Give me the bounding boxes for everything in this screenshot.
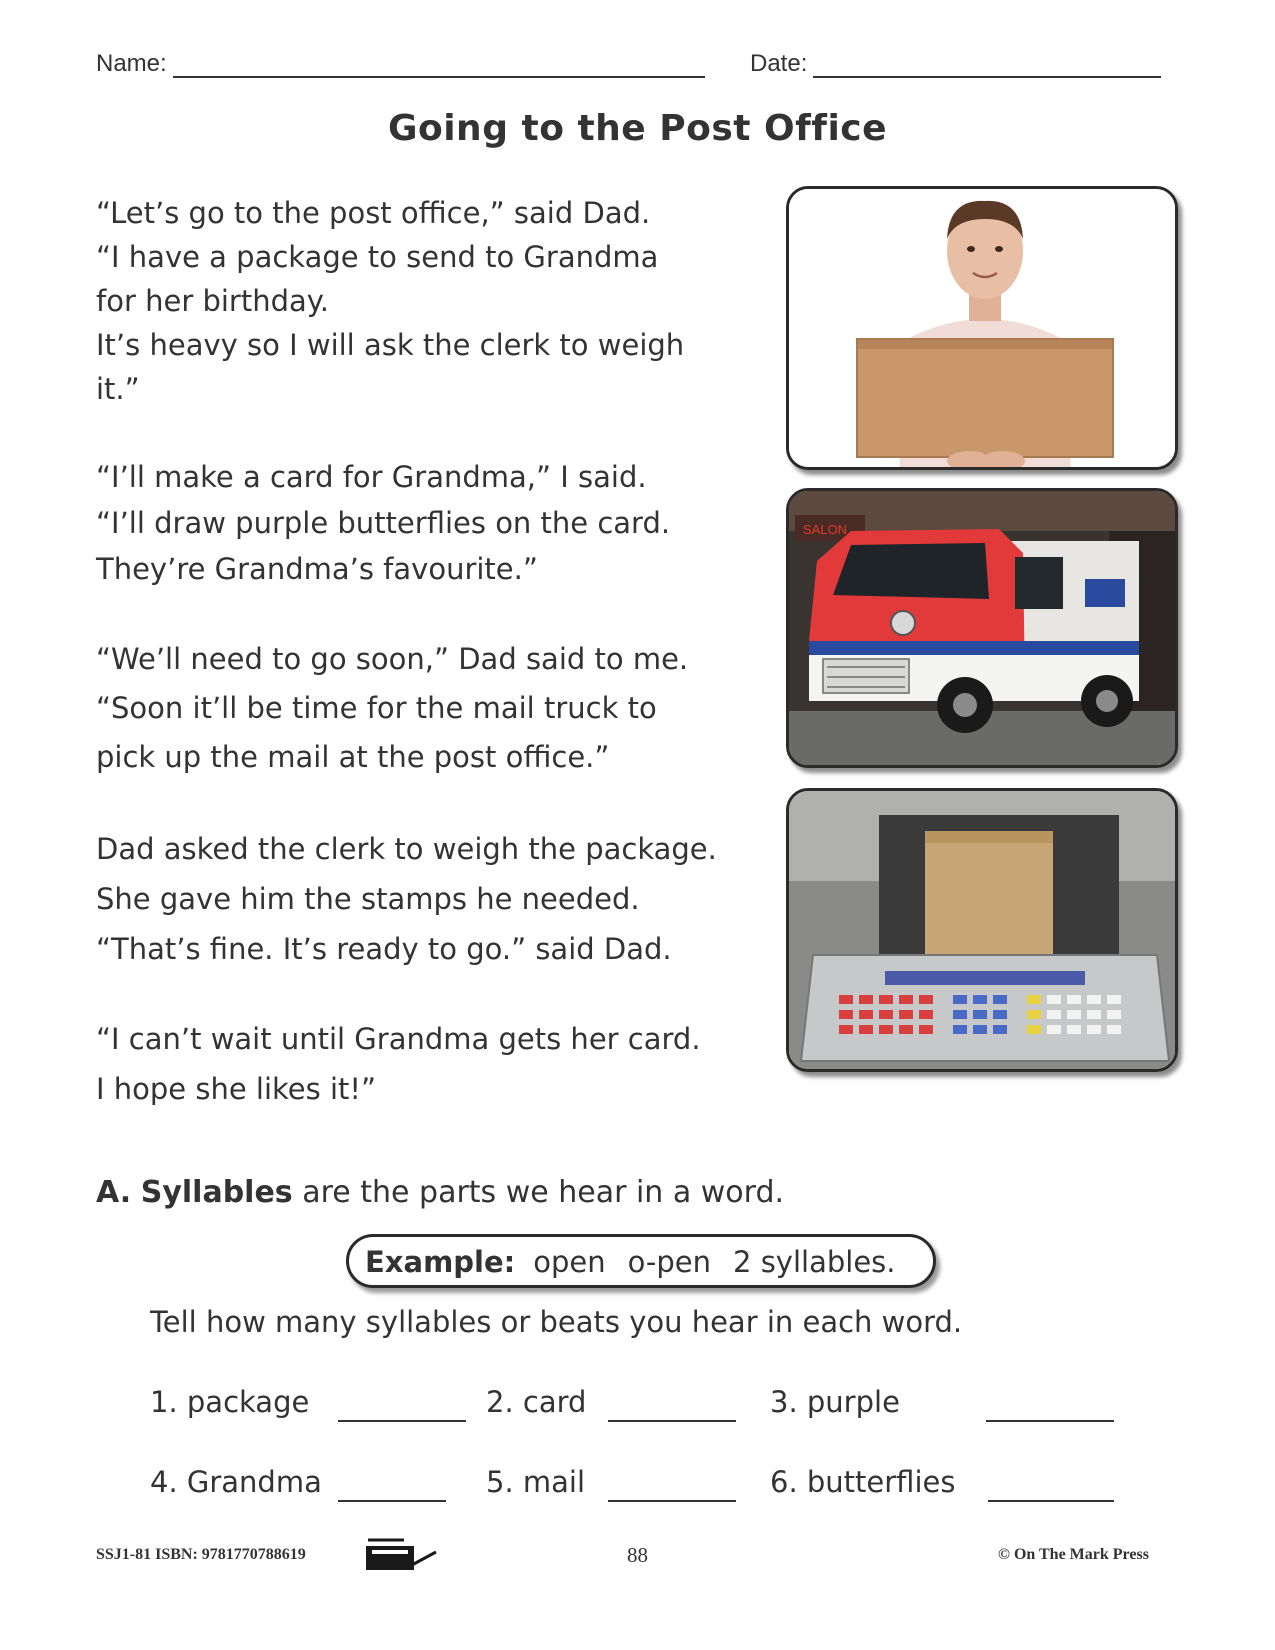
man-with-package-image — [789, 189, 1178, 470]
date-label: Date: — [750, 50, 808, 77]
question-item: 5. mail — [486, 1465, 586, 1499]
photo-package-on-scale — [786, 788, 1178, 1072]
story-line: “Let’s go to the post office,” said Dad. — [96, 196, 651, 230]
question-item: 1. package — [150, 1385, 310, 1419]
name-label: Name: — [96, 50, 167, 77]
footer-code: SSJ1-81 ISBN: 9781770788619 — [96, 1546, 306, 1563]
story-line: “I’ll make a card for Grandma,” I said. — [96, 460, 647, 494]
footer-copyright: © On The Mark Press — [998, 1546, 1149, 1563]
story-line: They’re Grandma’s favourite.” — [96, 552, 538, 586]
section-letter: A. — [96, 1175, 132, 1210]
story-line: “That’s fine. It’s ready to go.” said Dad. — [96, 932, 672, 966]
story-line: She gave him the stamps he needed. — [96, 882, 640, 916]
example-split: o-pen — [627, 1245, 712, 1279]
answer-blank[interactable] — [338, 1420, 466, 1422]
story-line: Dad asked the clerk to weigh the package. — [96, 832, 717, 866]
name-field — [96, 50, 705, 78]
story-line: It’s heavy so I will ask the clerk to weigh — [96, 328, 685, 362]
question-item: 3. purple — [770, 1385, 900, 1419]
section-term: Syllables — [140, 1175, 293, 1210]
name-blank[interactable] — [173, 52, 705, 78]
answer-blank[interactable] — [338, 1500, 446, 1502]
question-item: 2. card — [486, 1385, 587, 1419]
date-field — [750, 50, 1161, 78]
mail-truck-image — [789, 491, 1178, 768]
story-line: pick up the mail at the post office.” — [96, 740, 610, 774]
photo-man-with-package — [786, 186, 1178, 470]
story-line: for her birthday. — [96, 284, 330, 318]
story-line: “I have a package to send to Grandma — [96, 240, 659, 274]
story-line: “I can’t wait until Grandma gets her card. — [96, 1022, 701, 1056]
section-a-heading — [96, 1175, 784, 1210]
story-line: I hope she likes it!” — [96, 1072, 377, 1106]
date-blank[interactable] — [813, 52, 1161, 78]
package-scale-image — [789, 791, 1178, 1072]
page-title: Going to the Post Office — [387, 108, 888, 149]
photo-mail-truck — [786, 488, 1178, 768]
section-description: are the parts we hear in a word. — [302, 1175, 785, 1210]
example-label: Example: — [365, 1245, 516, 1279]
story-line: “We’ll need to go soon,” Dad said to me. — [96, 642, 689, 676]
instruction-text: Tell how many syllables or beats you hear in each word. — [150, 1305, 963, 1339]
salon-sign: SALON — [803, 522, 848, 537]
question-item: 6. butterflies — [770, 1465, 956, 1499]
story-line: “Soon it’ll be time for the mail truck to — [96, 691, 657, 725]
example-count: 2 syllables. — [733, 1245, 896, 1279]
page-number: 88 — [627, 1543, 648, 1567]
answer-blank[interactable] — [986, 1420, 1114, 1422]
question-item: 4. Grandma — [150, 1465, 322, 1499]
answer-blank[interactable] — [608, 1500, 736, 1502]
story-line: it.” — [96, 372, 140, 406]
example-word: open — [533, 1245, 606, 1279]
answer-blank[interactable] — [608, 1420, 736, 1422]
story-line: “I’ll draw purple butterflies on the card. — [96, 506, 671, 540]
answer-blank[interactable] — [988, 1500, 1114, 1502]
example-box — [346, 1234, 936, 1288]
